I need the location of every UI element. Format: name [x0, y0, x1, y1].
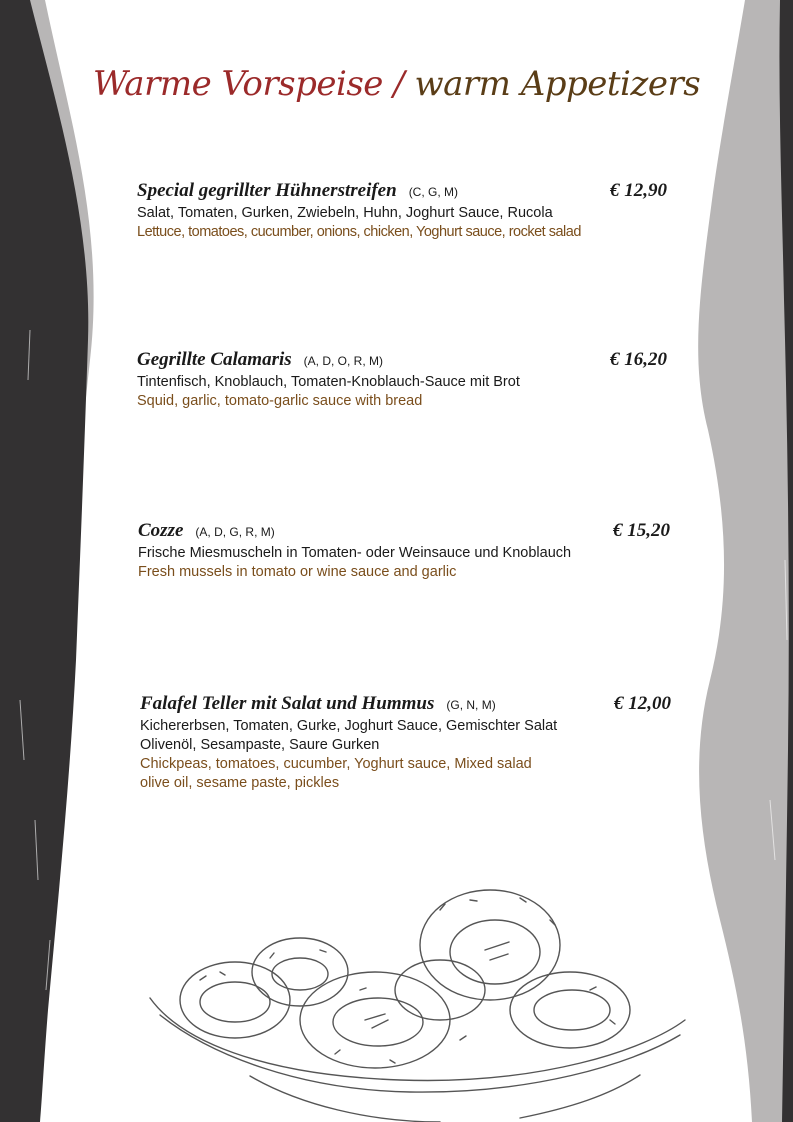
ring-6 [395, 960, 485, 1020]
dish-name: Falafel Teller mit Salat und Hummus [140, 693, 435, 714]
dish-price: € 16,20 [610, 349, 667, 370]
menu-item [137, 180, 667, 242]
menu-item-header [137, 180, 667, 204]
description-english: Chickpeas, tomatoes, cucumber, Yoghurt sauce, Mixed salad [140, 756, 532, 772]
dish-price: € 15,20 [613, 520, 670, 541]
description-german: Kichererbsen, Tomaten, Gurke, Joghurt Sauce, Gemischter Salat [140, 718, 558, 734]
dish-price: € 12,90 [610, 180, 667, 201]
allergen-codes: (A, D, O, R, M) [303, 354, 383, 368]
allergen-codes: (G, N, M) [446, 698, 496, 712]
description-german: Tintenfisch, Knoblauch, Tomaten-Knoblauch-Sauce mit Brot [137, 374, 520, 390]
right-grey-band [698, 0, 793, 1122]
menu-item [138, 520, 670, 582]
description-german: Olivenöl, Sesampaste, Saure Gurken [140, 737, 380, 753]
menu-item-header [137, 349, 667, 373]
title-german: Warme Vorspeise / [92, 64, 405, 104]
title-english: warm Appetizers [414, 64, 701, 104]
page-title [0, 64, 793, 104]
description-english: Lettuce, tomatoes, cucumber, onions, chicken, Yoghurt sauce, rocket salad [137, 224, 581, 240]
dish-price: € 12,00 [614, 693, 671, 714]
description-english: Fresh mussels in tomato or wine sauce and garlic [138, 564, 457, 580]
dish-name: Cozze [138, 520, 184, 541]
ring-5 [510, 972, 630, 1048]
allergen-codes: (A, D, G, R, M) [195, 525, 275, 539]
menu-item [137, 349, 667, 411]
description-english: Squid, garlic, tomato-garlic sauce with bread [137, 393, 423, 409]
dish-name: Gegrillte Calamaris [137, 349, 292, 370]
menu-item-header [140, 693, 671, 717]
description-german: Frische Miesmuscheln in Tomaten- oder Weinsauce und Knoblauch [138, 545, 572, 561]
menu-item [140, 693, 671, 793]
ring-2 [252, 938, 348, 1006]
calamari-plate-illustration [140, 880, 700, 1122]
description-german: Salat, Tomaten, Gurken, Zwiebeln, Huhn, Joghurt Sauce, Rucola [137, 205, 553, 221]
description-english: olive oil, sesame paste, pickles [140, 775, 340, 791]
menu-item-header [138, 520, 670, 544]
ring-3 [300, 972, 450, 1068]
dish-name: Special gegrillter Hühnerstreifen [137, 180, 397, 201]
allergen-codes: (C, G, M) [408, 185, 459, 199]
